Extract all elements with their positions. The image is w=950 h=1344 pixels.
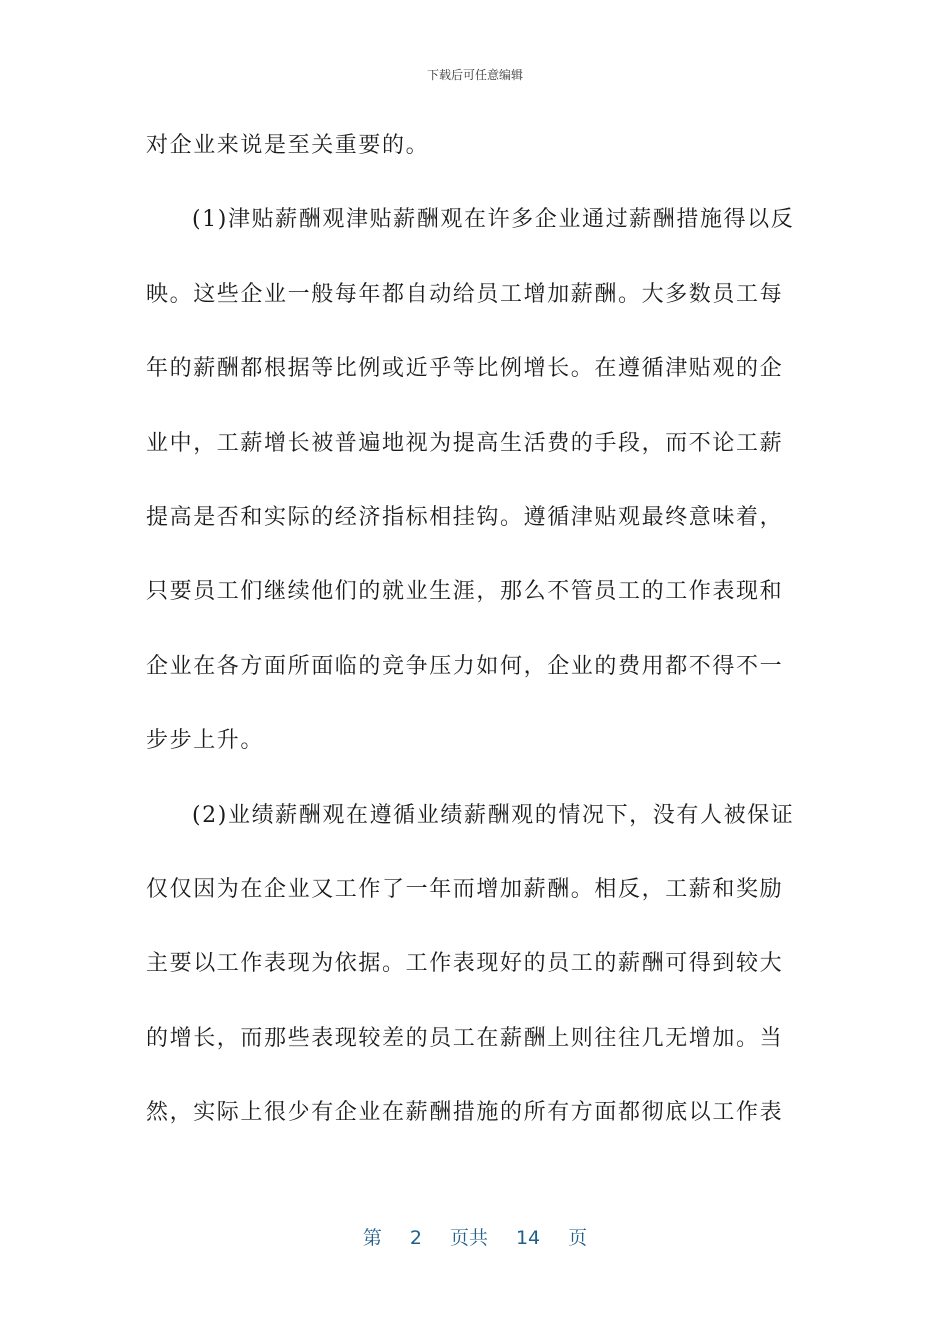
footer-page-number: 2 xyxy=(409,1227,422,1249)
text-line: 年的薪酬都根据等比例或近乎等比例增长。在遵循津贴观的企 xyxy=(146,356,784,382)
text-line: 业中，工薪增长被普遍地视为提高生活费的手段，而不论工薪 xyxy=(146,430,784,456)
page-header-note: 下载后可任意编辑 xyxy=(426,68,523,82)
text-line: 步步上升。 xyxy=(146,728,265,754)
footer-suffix: 页 xyxy=(568,1227,588,1249)
text-line: 然，实际上很少有企业在薪酬措施的所有方面都彻底以工作表 xyxy=(146,1100,784,1126)
page-footer xyxy=(0,1224,950,1252)
text-line: 主要以工作表现为依据。工作表现好的员工的薪酬可得到较大 xyxy=(146,951,784,977)
text-line: 只要员工们继续他们的就业生涯，那么不管员工的工作表现和 xyxy=(146,579,784,605)
text-line: 对企业来说是至关重要的。 xyxy=(146,133,430,158)
paragraph-line: (2)业绩薪酬观在遵循业绩薪酬观的情况下，没有人被保证 xyxy=(192,802,795,828)
footer-total-pages: 14 xyxy=(515,1227,541,1249)
text-line: 仅仅因为在企业又工作了一年而增加薪酬。相反，工薪和奖励 xyxy=(146,876,784,902)
document-body xyxy=(146,120,806,1161)
footer-prefix: 第 xyxy=(362,1227,382,1249)
text-line: 的增长，而那些表现较差的员工在薪酬上则往往几无增加。当 xyxy=(146,1025,784,1051)
text-line: 企业在各方面所面临的竞争压力如何，企业的费用都不得不一 xyxy=(146,653,784,679)
text-line: 提高是否和实际的经济指标相挂钩。遵循津贴观最终意味着， xyxy=(146,504,784,530)
footer-middle: 页共 xyxy=(449,1227,488,1249)
paragraph-line: (1)津贴薪酬观津贴薪酬观在许多企业通过薪酬措施得以反 xyxy=(192,207,795,233)
text-line: 映。这些企业一般每年都自动给员工增加薪酬。大多数员工每 xyxy=(146,281,784,307)
